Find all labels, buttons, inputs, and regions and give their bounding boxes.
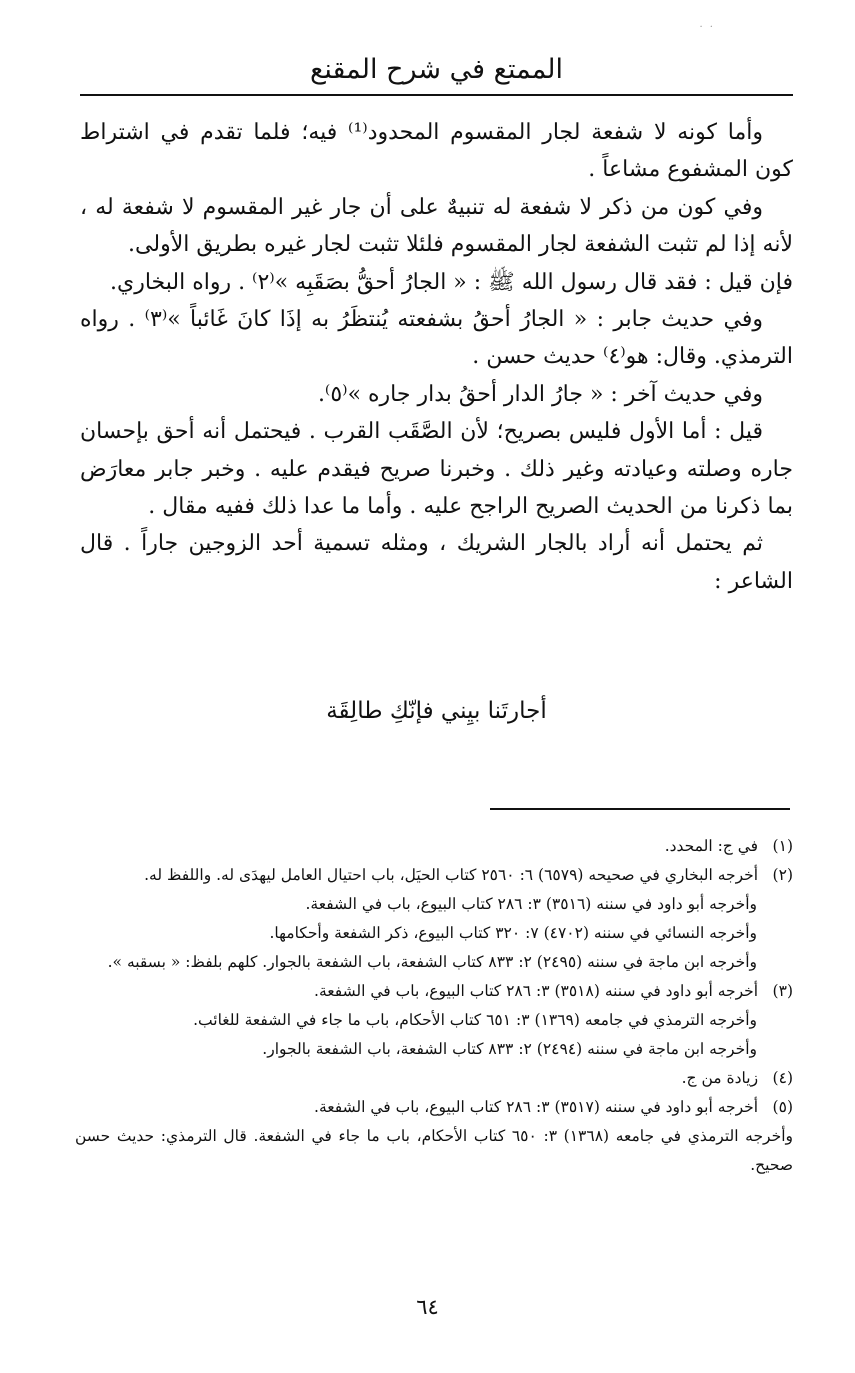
poetry-verse: أجارتَنا بيِني فإنّكِ طالِقَة xyxy=(326,698,547,724)
footnote-text: أخرجه أبو داود في سننه (٣٥١٧) ٣: ٢٨٦ كتاب البيوع، باب في الشفعة. xyxy=(314,1098,759,1116)
footnote-line: وأخرجه أبو داود في سننه (٣٥١٦) ٣: ٢٨٦ كتاب البيوع، باب في الشفعة. xyxy=(305,895,757,913)
footnote-number: (٢) xyxy=(772,866,793,884)
footnote-line: وأخرجه الترمذي في جامعه (١٣٦٨) ٣: ٦٥٠ كتاب الأحكام، باب ما جاء في الشفعة. قال الترمذي: حديث حسن صحيح. xyxy=(75,1127,793,1174)
footnote-5 xyxy=(75,1093,793,1122)
footnote-line: وأخرجه ابن ماجة في سننه (٢٤٩٤) ٢: ٨٣٣ كتاب الشفعة، باب الشفعة بالجوار. xyxy=(262,1040,757,1058)
footnote-number: (٣) xyxy=(772,982,793,1000)
footnote-text: زيادة من ج. xyxy=(681,1069,759,1087)
paragraph: فإن قيل : فقد قال رسول الله ﷺ : « الجارُ أحقُّ بصَقَبِه »⁽٢⁾ . رواه البخاري. xyxy=(110,269,793,295)
page-number: ٦٤ xyxy=(416,1295,439,1319)
footnote-text: في ج: المحدد. xyxy=(664,837,759,855)
footnote-line: وأخرجه ابن ماجة في سننه (٢٤٩٥) ٢: ٨٣٣ كتاب الشفعة، باب الشفعة بالجوار. كلهم بلفظ: « بسقبه ». xyxy=(107,953,757,971)
footnote-text: أخرجه أبو داود في سننه (٣٥١٨) ٣: ٢٨٦ كتاب البيوع، باب في الشفعة. xyxy=(314,982,759,1000)
footnotes xyxy=(75,832,793,1180)
footnote-line: وأخرجه النسائي في سننه (٤٧٠٢) ٧: ٣٢٠ كتاب البيوع، ذكر الشفعة وأحكامها. xyxy=(269,924,757,942)
footnote-3 xyxy=(75,977,793,1006)
header-rule xyxy=(80,94,793,96)
footnote-4 xyxy=(75,1064,793,1093)
paragraph: وأما كونه لا شفعة لجار المقسوم المحدود⁽¹⁾ فيه؛ فلما تقدم في اشتراط كون المشفوع مشاعاً . xyxy=(80,120,793,183)
footnote-1 xyxy=(75,832,793,861)
paragraph: وفي حديث جابر : « الجارُ أحقُ بشفعته يُنتظَرُ به إذَا كانَ غَائباً »⁽٣⁾ . رواه الترمذي. وقال: هو⁽٤⁾ حديث حسن . xyxy=(80,307,793,370)
footnote-number: (١) xyxy=(772,837,793,855)
paragraph: ثم يحتمل أنه أراد بالجار الشريك ، ومثله تسمية أحد الزوجين جاراً . قال الشاعر : xyxy=(80,531,793,594)
main-text xyxy=(80,114,793,600)
paragraph: وفي حديث آخر : « جارُ الدار أحقُ بدار جاره »⁽٥⁾. xyxy=(317,381,763,407)
footnote-text: أخرجه البخاري في صحيحه (٦٥٧٩) ٦: ٢٥٦٠ كتاب الحيَل، باب احتيال العامل ليهدَى له. واللفظ له. xyxy=(144,866,759,884)
footnote-rule xyxy=(490,808,790,810)
footnote-number: (٥) xyxy=(772,1098,793,1116)
running-header: الممتع في شرح المقنع xyxy=(309,54,564,85)
footnote-number: (٤) xyxy=(772,1069,793,1087)
scan-mark: · · xyxy=(699,22,715,33)
paragraph: وفي كون من ذكر لا شفعة له تنبيهٌ على أن جار غير المقسوم لا شفعة له ، لأنه إذا لم تثبت الشفعة لجار المقسوم فلئلا تثبت لجار غيره بطريق الأولى. xyxy=(80,194,793,258)
footnote-2 xyxy=(75,861,793,890)
paragraph: قيل : أما الأول فليس بصريح؛ لأن الصَّقَب القرب . فيحتمل أنه أحق بإحسان جاره وصلته وعيادته وغير ذلك . وخبرنا صريح فيقدم عليه . وخبر جابر معارَض بما ذكرنا من الحديث الصريح الراجح عليه . وأما ما عدا ذلك ففيه مقال . xyxy=(80,419,793,520)
footnote-line: وأخرجه الترمذي في جامعه (١٣٦٩) ٣: ٦٥١ كتاب الأحكام، باب ما جاء في الشفعة للغائب. xyxy=(193,1011,757,1029)
